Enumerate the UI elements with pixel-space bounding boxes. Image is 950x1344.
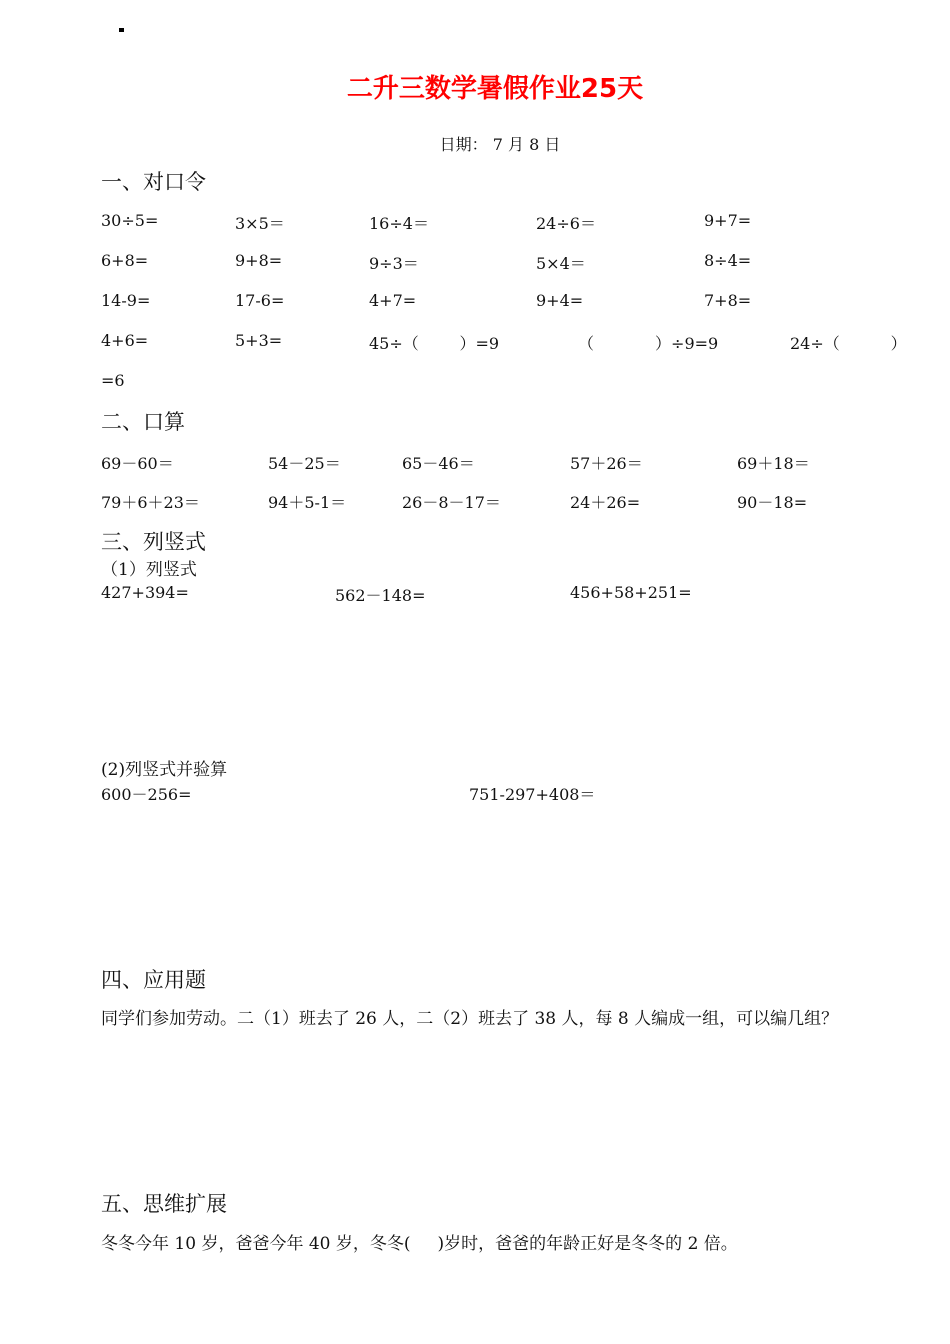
vertical-calc-question: 562－148=: [335, 586, 426, 605]
mental-math-question: 69＋18＝: [737, 454, 810, 473]
subsection-label-1: （1）列竖式: [101, 560, 197, 580]
oral-question: 9+8=: [235, 251, 283, 270]
oral-question: 24÷（ ）: [790, 334, 907, 353]
section-heading-3: 三、列竖式: [101, 530, 206, 554]
mental-math-question: 90－18=: [737, 493, 808, 512]
vertical-calc-question: 456+58+251=: [570, 583, 692, 602]
mental-math-question: 57＋26＝: [570, 454, 643, 473]
oral-question: （ ）÷9=9: [578, 334, 719, 353]
mental-math-question: 69－60＝: [101, 454, 174, 473]
oral-question: 14-9=: [101, 291, 151, 310]
mental-math-question: 54－25＝: [268, 454, 341, 473]
mental-math-question: 26－8－17＝: [402, 493, 501, 512]
subsection-label-2: (2)列竖式并验算: [101, 760, 228, 780]
mental-math-question: 65－46＝: [402, 454, 475, 473]
vertical-calc-check-question: 751-297+408＝: [469, 785, 596, 804]
oral-question: 6+8=: [101, 251, 149, 270]
section-heading-4: 四、应用题: [101, 968, 206, 992]
corner-mark: [119, 28, 124, 32]
oral-question: 9+4=: [536, 291, 584, 310]
oral-question: 8÷4=: [704, 251, 752, 270]
oral-question: 4+7=: [369, 291, 417, 310]
mental-math-question: 79＋6＋23＝: [101, 493, 200, 512]
oral-question: 45÷（ ）=9: [369, 334, 500, 353]
oral-question: 5×4＝: [536, 254, 586, 273]
date-line: 日期： 7 月 8 日: [439, 135, 561, 154]
oral-question: 4+6=: [101, 331, 149, 350]
section-heading-1: 一、对口令: [101, 170, 206, 194]
oral-question: 9÷3＝: [369, 254, 419, 273]
oral-question: 16÷4＝: [369, 214, 429, 233]
thinking-problem: 冬冬今年 10 岁，爸爸今年 40 岁，冬冬( )岁时，爸爸的年龄正好是冬冬的 2 倍。: [101, 1234, 738, 1254]
oral-question: 7+8=: [704, 291, 752, 310]
mental-math-question: 94＋5-1＝: [268, 493, 347, 512]
vertical-calc-question: 427+394=: [101, 583, 189, 602]
mental-math-question: 24＋26=: [570, 493, 641, 512]
section-heading-5: 五、思维扩展: [101, 1192, 227, 1216]
oral-question: 5+3=: [235, 331, 283, 350]
oral-question: 17-6=: [235, 291, 285, 310]
oral-question: 3×5＝: [235, 214, 285, 233]
oral-question: 9+7=: [704, 211, 752, 230]
word-problem: 同学们参加劳动。二（1）班去了 26 人，二（2）班去了 38 人，每 8 人编成一组，可以编几组？: [101, 1009, 839, 1029]
vertical-calc-check-question: 600－256=: [101, 785, 192, 804]
worksheet-title: 二升三数学暑假作业25天: [346, 74, 644, 104]
oral-question: 24÷6＝: [536, 214, 596, 233]
oral-question: 30÷5=: [101, 211, 159, 230]
oral-question-wrap: =6: [101, 371, 125, 390]
section-heading-2: 二、口算: [101, 410, 185, 434]
